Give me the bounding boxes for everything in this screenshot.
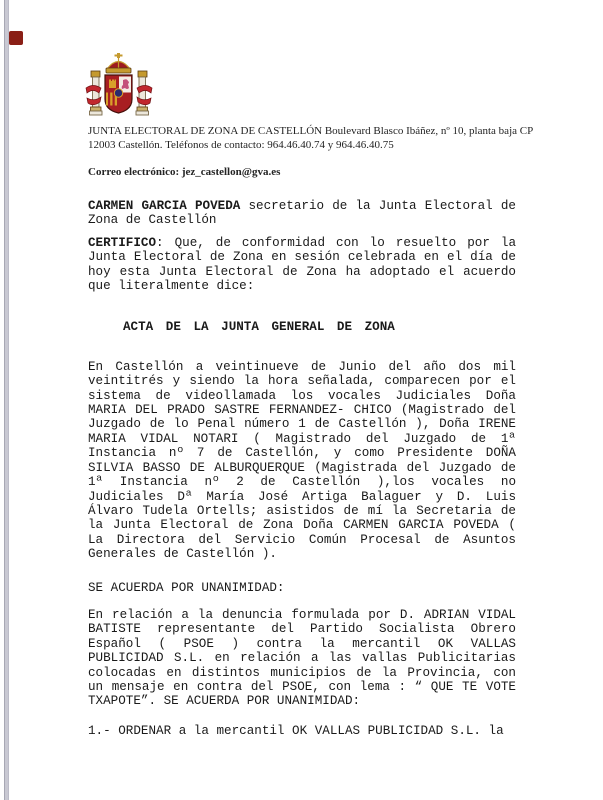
shield-icon (105, 75, 132, 113)
spain-coat-of-arms-logo (84, 52, 154, 126)
complaint-paragraph: En relación a la denuncia formulada por D. ADRIAN VIDAL BATISTE representante del Partido Socialista Obrero Español ( PSOE ) contra la mercantil OK VALLAS PUBLICIDAD S.L. en relación a las vallas Publicitarias colocadas en distintos municipios de la Provincia, con un mensaje en contra del PSOE, con lema : “ QUE TE VOTE TXAPOTE”. SE ACUERDA POR UNANIMIDAD: (88, 607, 516, 709)
red-annotation-square-icon[interactable] (9, 31, 23, 45)
acta-heading: ACTA DE LA JUNTA GENERAL DE ZONA (123, 320, 395, 335)
royal-crown-icon (106, 53, 131, 73)
document-body (88, 199, 516, 738)
secretary-line: CARMEN GARCIA POVEDA secretario de la Junta Electoral de Zona de Castellón (88, 199, 516, 228)
letterhead (88, 124, 558, 179)
right-pillar-icon (136, 71, 152, 115)
certifico-paragraph: CERTIFICO: Que, de conformidad con lo resuelto por la Junta Electoral de Zona en sesión celebrada en el día de hoy esta Junta Electoral de Zona ha adoptado el acuerdo que literalmente dice: (88, 235, 516, 294)
order-line: 1.- ORDENAR a la mercantil OK VALLAS PUBLICIDAD S.L. la (88, 723, 504, 738)
org-address-line1: JUNTA ELECTORAL DE ZONA DE CASTELLÓN Boulevard Blasco Ibáñez, nº 10, planta baja CP (88, 125, 534, 137)
left-pillar-icon (86, 71, 102, 115)
org-address-line2: 12003 Castellón. Teléfonos de contacto: 964.46.40.74 y 964.46.40.75 (88, 139, 394, 151)
page-edge-shadow (4, 0, 9, 800)
session-paragraph: En Castellón a veintinueve de Junio del año dos mil veintitrés y siendo la hora señalada, comparecen por el sistema de videollamada los vocales Judiciales Doña MARIA DEL PRADO SASTRE FERNANDEZ- CHICO (Magistrado del Juzgado de lo Penal número 1 de Castellón ), Doña IRENE MARIA VIDAL NOTARI ( Magistrado del Juzgado de 1ª Instancia nº 7 de Castellón, y como Presidente DOÑA SILVIA BASSO DE ALBURQUERQUE (Magistrada del Juzgado de 1ª Instancia nº 2 de Castellón ),los vocales no Judiciales Dª María José Artiga Balaguer y D. Luis Álvaro Tudela Ortells; asistidos de mí la Secretaria de la Junta Electoral de Zona Doña CARMEN GARCIA POVEDA ( La Directora del Servicio Común Procesal de Asuntos Generales de Castellón ). (88, 359, 516, 562)
email-line: Correo electrónico: jez_castellon@gva.es (88, 166, 281, 178)
unanimity-heading: SE ACUERDA POR UNANIMIDAD: (88, 580, 285, 595)
